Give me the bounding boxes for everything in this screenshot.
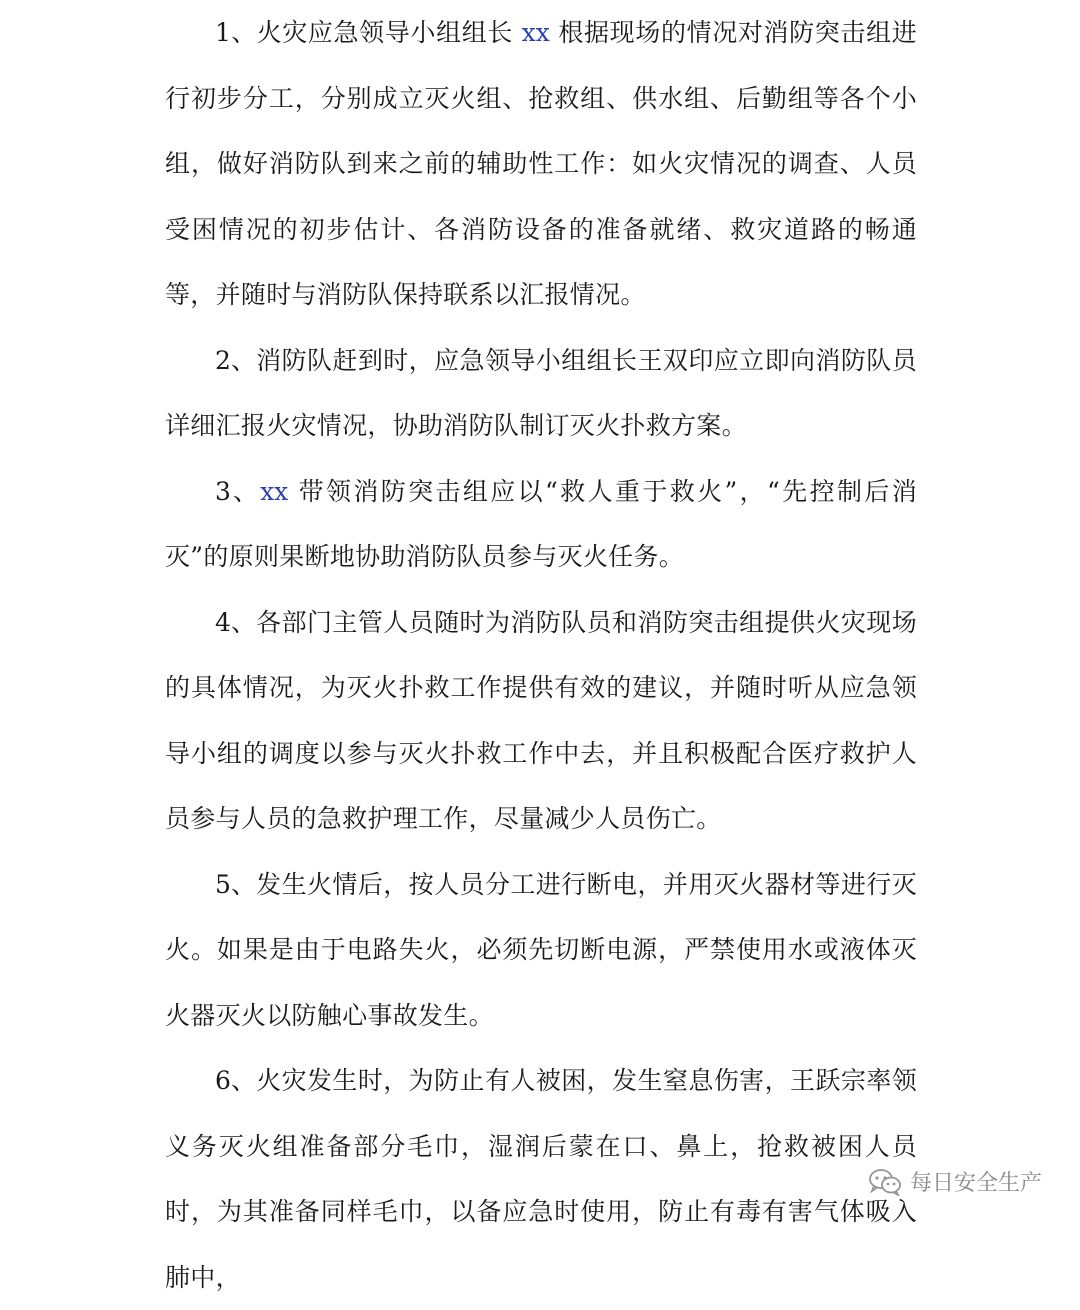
paragraph-text: 各部门主管人员随时为消防队员和消防突击组提供火灾现场的具体情况，为灭火扑救工作提供有效的建议，并随时听从应急领导小组的调度以参与灭火扑救工作中去，并且积极配合医疗救护人员参与人员的急救护理工作，尽量减少人员伤亡。 bbox=[165, 607, 917, 833]
item-number: 5、 bbox=[215, 869, 257, 899]
paragraph-4 bbox=[165, 590, 917, 852]
paragraph-text: 火灾发生时，为防止有人被困，发生窒息伤害，王跃宗率领义务灭火组准备部分毛巾，湿润后蒙在口、鼻上，抢救被困人员时，为其准备同样毛巾，以备应急时使用，防止有毒有害气体吸入肺中， bbox=[165, 1066, 917, 1292]
item-number: 4、 bbox=[215, 607, 257, 637]
paragraph-2 bbox=[165, 328, 917, 459]
item-number: 1、 bbox=[215, 18, 257, 47]
paragraph-text-cont: 根据现场的情况对消防突击组进行初步分工，分别成立灭火组、抢救组、供水组、后勤组等各个小组，做好消防队到来之前的辅助性工作：如火灾情况的调查、人员受困情况的初步估计、各消防设备的准备就绪、救灾道路的畅通等，并随时与消防队保持联系以汇报情况。 bbox=[165, 18, 918, 309]
paragraph-text-cont: 带领消防突击组应以“救人重于救火”，“先控制后消灭”的原则果断地协助消防队员参与灭火任务。 bbox=[165, 476, 918, 571]
watermark-text: 每日安全生产 bbox=[909, 1171, 1042, 1196]
wechat-icon bbox=[868, 1168, 902, 1196]
item-number: 2、 bbox=[215, 345, 257, 375]
paragraph-text: 火灾应急领导小组组长 bbox=[256, 18, 522, 47]
paragraph-3 bbox=[165, 459, 917, 590]
item-number: 6、 bbox=[215, 1066, 257, 1095]
paragraph-text: 消防队赶到时，应急领导小组组长王双印应立即向消防队员详细汇报火灾情况，协助消防队制订灭火扑救方案。 bbox=[165, 345, 917, 440]
document-body bbox=[165, 0, 917, 1310]
paragraph-5 bbox=[165, 852, 917, 1049]
paragraph-6 bbox=[165, 1048, 917, 1310]
watermark bbox=[868, 1166, 1042, 1197]
name-placeholder: xx bbox=[521, 18, 550, 47]
name-placeholder: xx bbox=[260, 476, 289, 506]
item-number: 3、 bbox=[215, 476, 261, 506]
paragraph-1 bbox=[165, 0, 917, 328]
paragraph-text: 发生火情后，按人员分工进行断电，并用灭火器材等进行灭火。如果是由于电路失火，必须先切断电源，严禁使用水或液体灭火器灭火以防触心事故发生。 bbox=[165, 869, 917, 1030]
